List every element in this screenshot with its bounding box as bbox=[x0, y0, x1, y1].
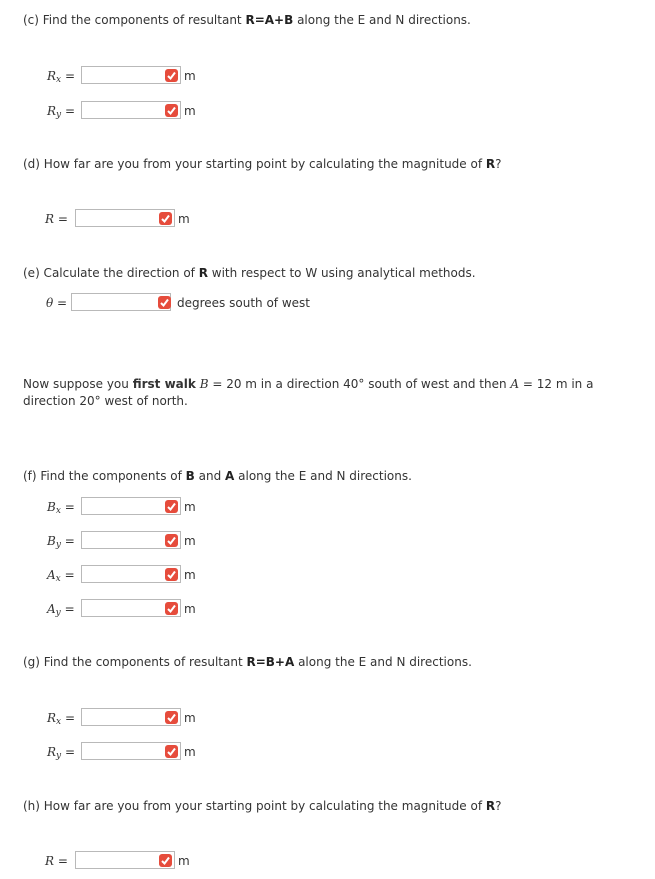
label-d-r: R = bbox=[45, 212, 68, 226]
unit-f-bx: m bbox=[184, 500, 196, 514]
row-g-rx bbox=[0, 708, 655, 728]
label-f-by: $B_y$ = bbox=[47, 534, 75, 550]
row-c-ry bbox=[0, 101, 655, 121]
check-icon bbox=[165, 602, 178, 615]
e-theta-input[interactable] bbox=[71, 293, 171, 311]
row-d-r bbox=[0, 209, 655, 229]
question-c: (c) Find the components of resultant R=A+B along the E and N directions. bbox=[23, 13, 471, 27]
unit-g-ry: m bbox=[184, 745, 196, 759]
check-icon bbox=[165, 745, 178, 758]
question-g: (g) Find the components of resultant R=B+A along the E and N directions. bbox=[23, 655, 472, 669]
unit-h-r: m bbox=[178, 854, 190, 868]
label-h-r: R = bbox=[45, 854, 68, 868]
unit-c-ry: m bbox=[184, 104, 196, 118]
unit-e-theta: degrees south of west bbox=[177, 296, 310, 310]
question-e: (e) Calculate the direction of R with respect to W using analytical methods. bbox=[23, 266, 476, 280]
row-h-r bbox=[0, 851, 655, 871]
row-f-ax bbox=[0, 565, 655, 585]
label-g-ry: $R_y$ = bbox=[47, 745, 76, 761]
question-h: (h) How far are you from your starting point by calculating the magnitude of R? bbox=[23, 799, 502, 813]
check-icon bbox=[158, 296, 171, 309]
row-f-bx bbox=[0, 497, 655, 517]
row-e-theta bbox=[0, 293, 655, 313]
unit-d-r: m bbox=[178, 212, 190, 226]
unit-f-ax: m bbox=[184, 568, 196, 582]
row-f-ay bbox=[0, 599, 655, 619]
check-icon bbox=[165, 104, 178, 117]
label-c-rx: $R_x$ = bbox=[47, 69, 75, 85]
check-icon bbox=[165, 534, 178, 547]
unit-f-ay: m bbox=[184, 602, 196, 616]
row-g-ry bbox=[0, 742, 655, 762]
question-d: (d) How far are you from your starting point by calculating the magnitude of R? bbox=[23, 157, 502, 171]
check-icon bbox=[165, 500, 178, 513]
label-g-rx: $R_x$ = bbox=[47, 711, 75, 727]
check-icon bbox=[165, 568, 178, 581]
unit-f-by: m bbox=[184, 534, 196, 548]
question-f: (f) Find the components of B and A along the E and N directions. bbox=[23, 469, 412, 483]
check-icon bbox=[159, 212, 172, 225]
check-icon bbox=[159, 854, 172, 867]
unit-g-rx: m bbox=[184, 711, 196, 725]
label-f-bx: $B_x$ = bbox=[47, 500, 75, 516]
label-e-theta: θ = bbox=[46, 296, 68, 310]
label-f-ay: $A_y$ = bbox=[47, 602, 75, 618]
unit-c-rx: m bbox=[184, 69, 196, 83]
label-c-ry: $R_y$ = bbox=[47, 104, 76, 120]
scenario-text: Now suppose you first walk B = 20 m in a direction 40° south of west and then A = 12 m in a direction 20° west of north. bbox=[23, 377, 594, 408]
check-icon bbox=[165, 711, 178, 724]
row-f-by bbox=[0, 531, 655, 551]
label-f-ax: $A_x$ = bbox=[47, 568, 75, 584]
check-icon bbox=[165, 69, 178, 82]
row-c-rx bbox=[0, 66, 655, 86]
